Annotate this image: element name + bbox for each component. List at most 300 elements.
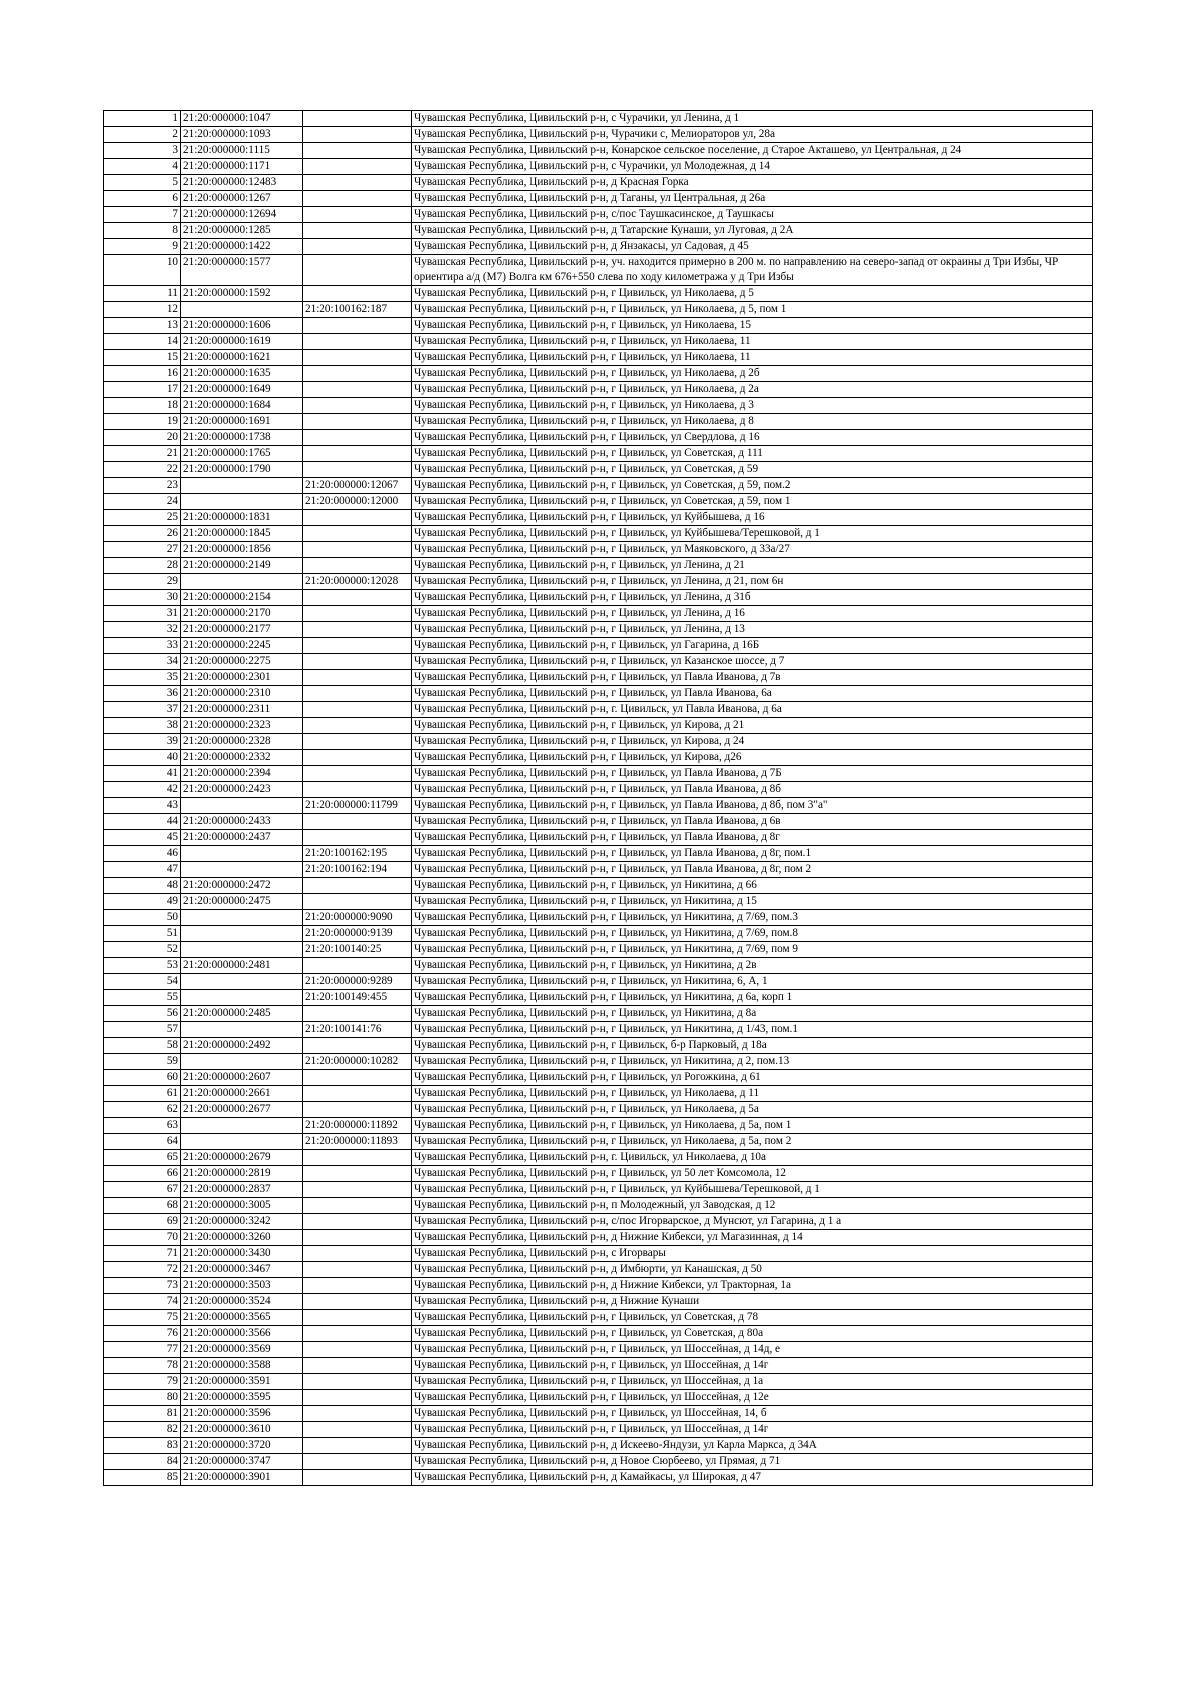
address-cell: Чувашская Республика, Цивильский р-н, г Цивильск, ул Николаева, 11 [412,350,1093,366]
row-number-cell: 19 [104,414,181,430]
premise-cadastral-number-cell [303,1422,412,1438]
cadastral-number-cell: 21:20:000000:3467 [181,1262,303,1278]
parcel-table [103,110,1093,1486]
row-number-cell: 60 [104,1070,181,1086]
cadastral-number-cell: 21:20:000000:2149 [181,558,303,574]
row-number-cell: 32 [104,622,181,638]
cadastral-number-cell [181,990,303,1006]
cadastral-number-cell: 21:20:000000:1621 [181,350,303,366]
table-row [104,1326,1093,1342]
address-cell: Чувашская Республика, Цивильский р-н, г Цивильск, ул Николаева, д 5а, пом 2 [412,1134,1093,1150]
cadastral-number-cell: 21:20:000000:3610 [181,1422,303,1438]
table-row [104,606,1093,622]
address-cell: Чувашская Республика, Цивильский р-н, г Цивильск, ул Шоссейная, д 14д, е [412,1342,1093,1358]
premise-cadastral-number-cell [303,606,412,622]
premise-cadastral-number-cell [303,1342,412,1358]
table-row [104,191,1093,207]
table-row [104,223,1093,239]
premise-cadastral-number-cell [303,318,412,334]
table-row [104,111,1093,127]
row-number-cell: 26 [104,526,181,542]
row-number-cell: 69 [104,1214,181,1230]
row-number-cell: 14 [104,334,181,350]
row-number-cell: 50 [104,910,181,926]
cadastral-number-cell: 21:20:000000:3524 [181,1294,303,1310]
cadastral-number-cell [181,926,303,942]
table-row [104,286,1093,302]
row-number-cell: 30 [104,590,181,606]
premise-cadastral-number-cell [303,1230,412,1246]
row-number-cell: 70 [104,1230,181,1246]
table-row [104,1070,1093,1086]
address-cell: Чувашская Республика, Цивильский р-н, г Цивильск, ул Рогожкина, д 61 [412,1070,1093,1086]
address-cell: Чувашская Республика, Цивильский р-н, г Цивильск, ул Куйбышева, д 16 [412,510,1093,526]
row-number-cell: 36 [104,686,181,702]
cadastral-number-cell [181,974,303,990]
address-cell: Чувашская Республика, Цивильский р-н, г Цивильск, ул Ленина, д 31б [412,590,1093,606]
row-number-cell: 48 [104,878,181,894]
premise-cadastral-number-cell [303,1070,412,1086]
row-number-cell: 63 [104,1118,181,1134]
row-number-cell: 28 [104,558,181,574]
premise-cadastral-number-cell [303,382,412,398]
cadastral-number-cell: 21:20:000000:2423 [181,782,303,798]
premise-cadastral-number-cell [303,1406,412,1422]
cadastral-number-cell [181,1134,303,1150]
table-row [104,974,1093,990]
address-cell: Чувашская Республика, Цивильский р-н, г Цивильск, ул Никитина, д 7/69, пом 9 [412,942,1093,958]
cadastral-number-cell: 21:20:000000:1047 [181,111,303,127]
address-cell: Чувашская Республика, Цивильский р-н, д Искеево-Яндузи, ул Карла Маркса, д 34А [412,1438,1093,1454]
row-number-cell: 65 [104,1150,181,1166]
address-cell: Чувашская Республика, Цивильский р-н, г Цивильск, ул Николаева, д 5а, пом 1 [412,1118,1093,1134]
cadastral-number-cell: 21:20:000000:1422 [181,239,303,255]
premise-cadastral-number-cell [303,814,412,830]
row-number-cell: 47 [104,862,181,878]
address-cell: Чувашская Республика, Цивильский р-н, г Цивильск, ул Куйбышева/Терешковой, д 1 [412,526,1093,542]
table-row [104,446,1093,462]
row-number-cell: 81 [104,1406,181,1422]
address-cell: Чувашская Республика, Цивильский р-н, г Цивильск, б-р Парковый, д 18а [412,1038,1093,1054]
premise-cadastral-number-cell [303,1390,412,1406]
row-number-cell: 56 [104,1006,181,1022]
cadastral-number-cell: 21:20:000000:2154 [181,590,303,606]
address-cell: Чувашская Республика, Цивильский р-н, г Цивильск, ул Николаева, 11 [412,334,1093,350]
premise-cadastral-number-cell [303,590,412,606]
cadastral-number-cell: 21:20:000000:3503 [181,1278,303,1294]
row-number-cell: 79 [104,1374,181,1390]
cadastral-number-cell: 21:20:000000:2837 [181,1182,303,1198]
address-cell: Чувашская Республика, Цивильский р-н, г Цивильск, ул Николаева, д 2а [412,382,1093,398]
row-number-cell: 10 [104,255,181,286]
row-number-cell: 33 [104,638,181,654]
address-cell: Чувашская Республика, Цивильский р-н, г Цивильск, ул Николаева, д 8 [412,414,1093,430]
cadastral-number-cell: 21:20:000000:3566 [181,1326,303,1342]
table-row [104,1230,1093,1246]
address-cell: Чувашская Республика, Цивильский р-н, д Новое Сюрбеево, ул Прямая, д 71 [412,1454,1093,1470]
row-number-cell: 77 [104,1342,181,1358]
row-number-cell: 62 [104,1102,181,1118]
premise-cadastral-number-cell [303,334,412,350]
premise-cadastral-number-cell: 21:20:000000:12067 [303,478,412,494]
table-row [104,127,1093,143]
row-number-cell: 13 [104,318,181,334]
premise-cadastral-number-cell [303,366,412,382]
cadastral-number-cell: 21:20:000000:3430 [181,1246,303,1262]
address-cell: Чувашская Республика, Цивильский р-н, г. Цивильск, ул Павла Иванова, д 6а [412,702,1093,718]
table-row [104,382,1093,398]
address-cell: Чувашская Республика, Цивильский р-н, г Цивильск, ул Никитина, д 7/69, пом.8 [412,926,1093,942]
table-row [104,366,1093,382]
address-cell: Чувашская Республика, Цивильский р-н, г Цивильск, ул Советская, д 59, пом.2 [412,478,1093,494]
premise-cadastral-number-cell [303,239,412,255]
premise-cadastral-number-cell [303,1310,412,1326]
table-row [104,670,1093,686]
table-row [104,1182,1093,1198]
cadastral-number-cell: 21:20:000000:2607 [181,1070,303,1086]
premise-cadastral-number-cell [303,223,412,239]
address-cell: Чувашская Республика, Цивильский р-н, г Цивильск, ул Николаева, д 5 [412,286,1093,302]
table-row [104,558,1093,574]
table-row [104,766,1093,782]
row-number-cell: 72 [104,1262,181,1278]
cadastral-number-cell [181,302,303,318]
premise-cadastral-number-cell [303,894,412,910]
row-number-cell: 25 [104,510,181,526]
table-row [104,574,1093,590]
cadastral-number-cell: 21:20:000000:2475 [181,894,303,910]
table-row [104,1086,1093,1102]
premise-cadastral-number-cell [303,414,412,430]
address-cell: Чувашская Республика, Цивильский р-н, д Нижние Кибекси, ул Магазинная, д 14 [412,1230,1093,1246]
row-number-cell: 82 [104,1422,181,1438]
table-row [104,718,1093,734]
table-row [104,622,1093,638]
premise-cadastral-number-cell [303,159,412,175]
row-number-cell: 67 [104,1182,181,1198]
row-number-cell: 55 [104,990,181,1006]
premise-cadastral-number-cell [303,686,412,702]
row-number-cell: 3 [104,143,181,159]
premise-cadastral-number-cell [303,1150,412,1166]
address-cell: Чувашская Республика, Цивильский р-н, г Цивильск, ул Советская, д 59, пом 1 [412,494,1093,510]
address-cell: Чувашская Республика, Цивильский р-н, д Янзакасы, ул Садовая, д 45 [412,239,1093,255]
address-cell: Чувашская Республика, Цивильский р-н, д Таганы, ул Центральная, д 26а [412,191,1093,207]
premise-cadastral-number-cell [303,127,412,143]
table-row [104,1454,1093,1470]
cadastral-number-cell: 21:20:000000:3565 [181,1310,303,1326]
premise-cadastral-number-cell [303,1006,412,1022]
cadastral-number-cell: 21:20:000000:1093 [181,127,303,143]
cadastral-number-cell [181,862,303,878]
address-cell: Чувашская Республика, Цивильский р-н, д Имбюрти, ул Канашская, д 50 [412,1262,1093,1278]
row-number-cell: 6 [104,191,181,207]
table-row [104,478,1093,494]
premise-cadastral-number-cell [303,462,412,478]
table-row [104,1262,1093,1278]
premise-cadastral-number-cell: 21:20:000000:10282 [303,1054,412,1070]
premise-cadastral-number-cell [303,1038,412,1054]
row-number-cell: 23 [104,478,181,494]
premise-cadastral-number-cell [303,1294,412,1310]
cadastral-number-cell: 21:20:000000:1267 [181,191,303,207]
cadastral-number-cell: 21:20:000000:3260 [181,1230,303,1246]
row-number-cell: 61 [104,1086,181,1102]
table-row [104,878,1093,894]
table-row [104,1294,1093,1310]
cadastral-number-cell: 21:20:000000:2394 [181,766,303,782]
cadastral-number-cell: 21:20:000000:12483 [181,175,303,191]
table-row [104,302,1093,318]
premise-cadastral-number-cell [303,175,412,191]
table-row [104,958,1093,974]
cadastral-number-cell: 21:20:000000:3242 [181,1214,303,1230]
cadastral-number-cell: 21:20:000000:3595 [181,1390,303,1406]
address-cell: Чувашская Республика, Цивильский р-н, г Цивильск, ул Шоссейная, 14, б [412,1406,1093,1422]
cadastral-number-cell: 21:20:000000:1577 [181,255,303,286]
table-row [104,1438,1093,1454]
address-cell: Чувашская Республика, Цивильский р-н, п Молодежный, ул Заводская, д 12 [412,1198,1093,1214]
premise-cadastral-number-cell [303,350,412,366]
cadastral-number-cell: 21:20:000000:2485 [181,1006,303,1022]
row-number-cell: 4 [104,159,181,175]
address-cell: Чувашская Республика, Цивильский р-н, с Игорвары [412,1246,1093,1262]
premise-cadastral-number-cell [303,750,412,766]
table-row [104,1214,1093,1230]
address-cell: Чувашская Республика, Цивильский р-н, г Цивильск, ул Никитина, д 8а [412,1006,1093,1022]
address-cell: Чувашская Республика, Цивильский р-н, г Цивильск, ул Советская, д 80а [412,1326,1093,1342]
cadastral-number-cell: 21:20:000000:2170 [181,606,303,622]
address-cell: Чувашская Республика, Цивильский р-н, с Чурачики, ул Ленина, д 1 [412,111,1093,127]
address-cell: Чувашская Республика, Цивильский р-н, д Красная Горка [412,175,1093,191]
cadastral-number-cell: 21:20:000000:2819 [181,1166,303,1182]
premise-cadastral-number-cell [303,1198,412,1214]
row-number-cell: 41 [104,766,181,782]
row-number-cell: 5 [104,175,181,191]
premise-cadastral-number-cell [303,654,412,670]
address-cell: Чувашская Республика, Цивильский р-н, г Цивильск, ул Николаева, д 11 [412,1086,1093,1102]
cadastral-number-cell: 21:20:000000:2472 [181,878,303,894]
row-number-cell: 78 [104,1358,181,1374]
premise-cadastral-number-cell [303,1438,412,1454]
address-cell: Чувашская Республика, Цивильский р-н, г Цивильск, ул Шоссейная, д 12е [412,1390,1093,1406]
row-number-cell: 1 [104,111,181,127]
address-cell: Чувашская Республика, Цивильский р-н, г Цивильск, ул Павла Иванова, д 8б [412,782,1093,798]
table-row [104,350,1093,366]
premise-cadastral-number-cell [303,1246,412,1262]
cadastral-number-cell: 21:20:000000:1684 [181,398,303,414]
premise-cadastral-number-cell [303,430,412,446]
address-cell: Чувашская Республика, Цивильский р-н, г Цивильск, ул Шоссейная, д 14г [412,1422,1093,1438]
table-row [104,1134,1093,1150]
premise-cadastral-number-cell [303,1182,412,1198]
address-cell: Чувашская Республика, Цивильский р-н, г Цивильск, ул Никитина, д 66 [412,878,1093,894]
premise-cadastral-number-cell: 21:20:000000:9090 [303,910,412,926]
cadastral-number-cell: 21:20:000000:1649 [181,382,303,398]
cadastral-number-cell: 21:20:000000:2677 [181,1102,303,1118]
cadastral-number-cell: 21:20:000000:1635 [181,366,303,382]
premise-cadastral-number-cell [303,286,412,302]
table-row [104,686,1093,702]
table-row [104,1006,1093,1022]
row-number-cell: 68 [104,1198,181,1214]
premise-cadastral-number-cell [303,1326,412,1342]
address-cell: Чувашская Республика, Цивильский р-н, г Цивильск, ул Павла Иванова, д 7Б [412,766,1093,782]
premise-cadastral-number-cell [303,255,412,286]
cadastral-number-cell: 21:20:000000:2492 [181,1038,303,1054]
row-number-cell: 46 [104,846,181,862]
row-number-cell: 24 [104,494,181,510]
table-row [104,782,1093,798]
address-cell: Чувашская Республика, Цивильский р-н, г Цивильск, ул Шоссейная, д 14г [412,1358,1093,1374]
address-cell: Чувашская Республика, Цивильский р-н, г Цивильск, ул Павла Иванова, 6а [412,686,1093,702]
table-row [104,1390,1093,1406]
table-row [104,1422,1093,1438]
premise-cadastral-number-cell [303,1454,412,1470]
row-number-cell: 76 [104,1326,181,1342]
cadastral-number-cell: 21:20:000000:2275 [181,654,303,670]
address-cell: Чувашская Республика, Цивильский р-н, г Цивильск, ул Ленина, д 13 [412,622,1093,638]
cadastral-number-cell [181,846,303,862]
row-number-cell: 71 [104,1246,181,1262]
premise-cadastral-number-cell [303,526,412,542]
address-cell: Чувашская Республика, Цивильский р-н, Чурачики с, Мелиораторов ул, 28а [412,127,1093,143]
address-cell: Чувашская Республика, Цивильский р-н, г Цивильск, ул Никитина, 6, А, 1 [412,974,1093,990]
cadastral-number-cell: 21:20:000000:2245 [181,638,303,654]
table-row [104,894,1093,910]
address-cell: Чувашская Республика, Цивильский р-н, Конарское сельское поселение, д Старое Акташево, ул Центральная, д 24 [412,143,1093,159]
table-row [104,942,1093,958]
cadastral-number-cell [181,478,303,494]
premise-cadastral-number-cell [303,191,412,207]
premise-cadastral-number-cell [303,702,412,718]
row-number-cell: 39 [104,734,181,750]
table-row [104,143,1093,159]
table-row [104,510,1093,526]
premise-cadastral-number-cell [303,510,412,526]
premise-cadastral-number-cell [303,1102,412,1118]
table-row [104,526,1093,542]
table-row [104,1102,1093,1118]
table-row [104,398,1093,414]
table-row [104,414,1093,430]
row-number-cell: 18 [104,398,181,414]
address-cell: Чувашская Республика, Цивильский р-н, г Цивильск, ул 50 лет Комсомола, 12 [412,1166,1093,1182]
table-row [104,542,1093,558]
cadastral-number-cell: 21:20:000000:2481 [181,958,303,974]
address-cell: Чувашская Республика, Цивильский р-н, г Цивильск, ул Советская, д 78 [412,1310,1093,1326]
row-number-cell: 21 [104,446,181,462]
row-number-cell: 51 [104,926,181,942]
address-cell: Чувашская Республика, Цивильский р-н, г Цивильск, ул Казанское шоссе, д 7 [412,654,1093,670]
premise-cadastral-number-cell [303,766,412,782]
cadastral-number-cell: 21:20:000000:2433 [181,814,303,830]
premise-cadastral-number-cell: 21:20:100141:76 [303,1022,412,1038]
premise-cadastral-number-cell: 21:20:000000:11892 [303,1118,412,1134]
premise-cadastral-number-cell [303,111,412,127]
cadastral-number-cell: 21:20:000000:3596 [181,1406,303,1422]
cadastral-number-cell: 21:20:000000:3591 [181,1374,303,1390]
address-cell: Чувашская Республика, Цивильский р-н, г Цивильск, ул Советская, д 111 [412,446,1093,462]
table-row [104,1358,1093,1374]
table-row [104,590,1093,606]
cadastral-number-cell: 21:20:000000:3569 [181,1342,303,1358]
parcel-table-body [104,111,1093,1486]
premise-cadastral-number-cell [303,734,412,750]
address-cell: Чувашская Республика, Цивильский р-н, г Цивильск, ул Николаева, 15 [412,318,1093,334]
cadastral-number-cell: 21:20:000000:2332 [181,750,303,766]
row-number-cell: 66 [104,1166,181,1182]
table-row [104,1054,1093,1070]
address-cell: Чувашская Республика, Цивильский р-н, г Цивильск, ул Шоссейная, д 1а [412,1374,1093,1390]
table-row [104,846,1093,862]
table-row [104,1470,1093,1486]
address-cell: Чувашская Республика, Цивильский р-н, г Цивильск, ул Николаева, д 3 [412,398,1093,414]
address-cell: Чувашская Республика, Цивильский р-н, г Цивильск, ул Кирова, д 21 [412,718,1093,734]
table-row [104,334,1093,350]
address-cell: Чувашская Республика, Цивильский р-н, г Цивильск, ул Николаева, д 5а [412,1102,1093,1118]
table-row [104,175,1093,191]
row-number-cell: 64 [104,1134,181,1150]
address-cell: Чувашская Республика, Цивильский р-н, г Цивильск, ул Ленина, д 16 [412,606,1093,622]
row-number-cell: 57 [104,1022,181,1038]
premise-cadastral-number-cell: 21:20:000000:12000 [303,494,412,510]
premise-cadastral-number-cell [303,830,412,846]
table-row [104,814,1093,830]
row-number-cell: 8 [104,223,181,239]
cadastral-number-cell: 21:20:000000:2310 [181,686,303,702]
address-cell: Чувашская Республика, Цивильский р-н, с/пос Таушкасинское, д Таушкасы [412,207,1093,223]
row-number-cell: 75 [104,1310,181,1326]
row-number-cell: 49 [104,894,181,910]
address-cell: Чувашская Республика, Цивильский р-н, г Цивильск, ул Советская, д 59 [412,462,1093,478]
table-row [104,798,1093,814]
table-row [104,830,1093,846]
cadastral-number-cell [181,1022,303,1038]
row-number-cell: 44 [104,814,181,830]
cadastral-number-cell: 21:20:000000:1856 [181,542,303,558]
row-number-cell: 45 [104,830,181,846]
address-cell: Чувашская Республика, Цивильский р-н, д Нижние Кунаши [412,1294,1093,1310]
table-row [104,910,1093,926]
cadastral-number-cell [181,574,303,590]
address-cell: Чувашская Республика, Цивильский р-н, г Цивильск, ул Кирова, д 24 [412,734,1093,750]
premise-cadastral-number-cell [303,718,412,734]
cadastral-number-cell: 21:20:000000:1765 [181,446,303,462]
table-row [104,430,1093,446]
address-cell: Чувашская Республика, Цивильский р-н, уч. находится примерно в 200 м. по направлению на северо-запад от окраины д Три Избы, ЧР ориентира а/д (М7) Волга км 676+550 слева по ходу километража у д Три Избы [412,255,1093,286]
address-cell: Чувашская Республика, Цивильский р-н, г Цивильск, ул Свердлова, д 16 [412,430,1093,446]
table-row [104,1406,1093,1422]
address-cell: Чувашская Республика, Цивильский р-н, г Цивильск, ул Павла Иванова, д 8б, пом 3"а" [412,798,1093,814]
row-number-cell: 12 [104,302,181,318]
premise-cadastral-number-cell [303,1214,412,1230]
address-cell: Чувашская Республика, Цивильский р-н, г Цивильск, ул Куйбышева/Терешковой, д 1 [412,1182,1093,1198]
cadastral-number-cell: 21:20:000000:3901 [181,1470,303,1486]
cadastral-number-cell: 21:20:000000:2311 [181,702,303,718]
cadastral-number-cell [181,910,303,926]
row-number-cell: 74 [104,1294,181,1310]
premise-cadastral-number-cell: 21:20:100162:195 [303,846,412,862]
address-cell: Чувашская Республика, Цивильский р-н, г Цивильск, ул Кирова, д26 [412,750,1093,766]
address-cell: Чувашская Республика, Цивильский р-н, г Цивильск, ул Ленина, д 21, пом 6н [412,574,1093,590]
address-cell: Чувашская Республика, Цивильский р-н, г Цивильск, ул Павла Иванова, д 7в [412,670,1093,686]
row-number-cell: 17 [104,382,181,398]
cadastral-number-cell: 21:20:000000:2177 [181,622,303,638]
row-number-cell: 2 [104,127,181,143]
row-number-cell: 80 [104,1390,181,1406]
cadastral-number-cell: 21:20:000000:1619 [181,334,303,350]
